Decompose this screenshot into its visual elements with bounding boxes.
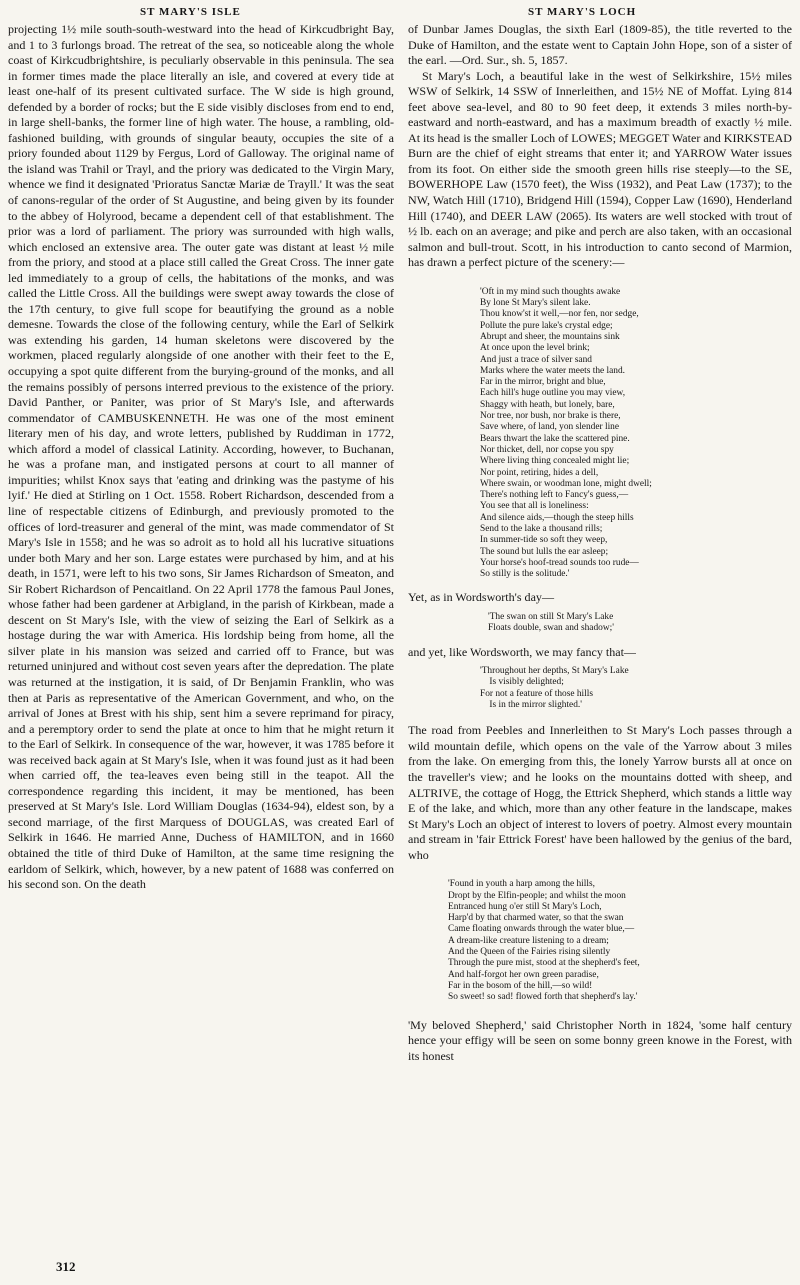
swan-quote: 'The swan on still St Mary's Lake Floats double, swan and shadow;' <box>488 612 614 634</box>
running-head-right: ST MARY'S LOCH <box>528 6 637 18</box>
marmion-quote: 'Oft in my mind such thoughts awake By lone St Mary's silent lake. Thou know'st it well,—nor fen, nor sedge, Pollute the pure lake's crystal edge; Abrupt and sheer, the mountains sink At once upon the level brink; And just a trace of silver sand Marks where the water meets the land. Far in the mirror, bright and blue, Each hill's huge outline you may view, Shaggy with heath, but lonely, bare, Nor tree, nor bush, nor brake is there, Save where, of land, yon slender line Bears thwart the lake the scattered pine. Nor thicket, dell, nor copse you spy Where living thing concealed might lie; Nor point, retiring, hides a dell, Where swain, or woodman lone, might dwell; There's nothing left to Fancy's guess,— You see that all is loneliness: And silence aids,—though the steep hills Send to the lake a thousand rills; In summer-tide so soft they weep, The sound but lulls the ear asleep; Your horse's hoof-tread sounds too rude— So stilly is the solitude.' <box>480 286 652 580</box>
left-column <box>8 22 394 893</box>
loch-paragraph: St Mary's Loch, a beautiful lake in the west of Selkirkshire, 15½ miles WSW of Selkirk, 14 SSW of Innerleithen, and 15½ NE of Moffat. Lying 814 feet above sea-level, and 80 to 90 feet deep, it extends 3 miles north-by-eastward and north-eastward, and has a maximum breadth of exactly ½ mile. At its head is the smaller Loch of LOWES; MEGGET Water and KIRKSTEAD Burn are the chief of eight streams that enter it; and YARROW Water issues from its foot. On either side the smooth green hills rise steeply—to the SE, BOWERHOPE Law (1570 feet), the Wiss (1932), and Peat Law (1737); to the NW, Watch Hill (1710), Bridgend Hill (1594), Copper Law (1690), Henderland Hill (1740), and DEER LAW (2065). Its waters are well stocked with trout of ½ lb. each on an average; and pike and perch are also taken, with an occasional salmon and bull-trout. Scott, in his introduction to canto second of Marmion, has drawn a perfect picture of the scenery:— <box>408 68 793 270</box>
right-column <box>408 22 792 1064</box>
road-paragraph: The road from Peebles and Innerleithen to St Mary's Loch passes through a wild mountain defile, which opens on the vale of the Yarrow about 3 miles from the lake. On emerging from this, the lonely Yarrow bursts all at once on the traveller's view; and he looks on the mountains dotted with sheep, and ALTRIVE, the cottage of Hogg, the Ettrick Shepherd, which stands a little way E of the lake, and which, more than any other feature in the landscape, makes St Mary's Loch an object of interest to lovers of poetry. Almost every mountain and stream in 'fair Ettrick Forest' have been hallowed by the genius of the bard, who <box>408 723 792 862</box>
wordsworth-intro-2: and yet, like Wordsworth, we may fancy that— <box>408 644 636 659</box>
page-number: 312 <box>56 1259 76 1274</box>
throughout-quote: 'Throughout her depths, St Mary's Lake Is visibly delighted; For not a feature of those hills Is in the mirror slighted.' <box>480 666 629 711</box>
continuation-paragraph: of Dunbar James Douglas, the sixth Earl (1809-85), the title reverted to the Duke of Hamilton, and the estate went to Captain John Hope, son of a sister of the earl. —Ord. Sur., sh. 5, 1857. <box>408 22 792 68</box>
wordsworth-intro-1: Yet, as in Wordsworth's day— <box>408 590 554 605</box>
isle-paragraph: projecting 1½ mile south-south-westward into the head of Kirkcudbright Bay, and 1 to 3 furlongs broad. The retreat of the sea, so noticeable along the whole coast of Kirkcudbrightshire, is peculiarly observable in this peninsula. The sea in former times made the place literally an isle, and covered at every tide at least one-half of its present cultivated surface. The W side is high ground, defended by a border of rocks; but the E side visibly discloses from end to end, in large shell-banks, the former line of high water. The house, a rambling, old-fashioned building, with grounds of singular beauty, occupies the site of a priory founded about 1129 by Fergus, Lord of Galloway. The original name of the island was Trahil or Trayl, and the priory was dedicated to the Virgin Mary, whence we find it designated 'Prioratus Sanctæ Mariæ de Trayll.' It was the seat of canons-regular of the order of St Augustine, and being given by its founder to the abbey of Holyrood, became a dependent cell of that establishment. The prior was a lord of parliament. The priory was surrounded with high walls, which enclosed an extensive area. The outer gate was distant at least ½ mile from the priory, and stood at a place still called the Great Cross. The inner gate led immediately to a group of cells, the habitations of the monks, and was called the Little Cross. All the buildings were swept away towards the close of the 17th century, to give full scope for beautifying the ground as a noble demesne. Towards the close of the following century, while the Earl of Selkirk was extending his garden, 14 human skeletons were discovered by the workmen, placed regularly alongside of one another with their feet to the E, occupying a spot quite different from the burying-ground of the monks, and all the remains possibly of persons interred previous to the existence of the priory. David Panther, or Paniter, was prior of St Mary's Isle, and afterwards commendator of CAMBUSKENNETH. He was one of the most eminent literary men of his day, and wrote letters, published by Ruddiman in 1772, which afford a model of classical Latinity. According, however, to Buchanan, he was a profane man, and instigated persons at court to all manner of impurities; whilst Knox says that 'eating and drinking was the pastyme of his lyif.' He died at Stirling on 1 Oct. 1558. Robert Richardson, descended from a line of respectable citizens of Edinburgh, and previously promoted to the offices of lord-treasurer and general of the mint, was made commendator of St Mary's Isle in 1558; and he was so adroit as to hold all his lucrative situations under both Mary and her son. Large estates were purchased by him, and at his death, in 1571, were left to his two sons, Sir James Richardson of Smeaton, and Sir Robert Richardson of Pencaitland. On 22 April 1778 the famous Paul Jones, whose father had been gardener at Arbigland, in the parish of Kirkbean, made a descent on St Mary's Isle, with the view of seizing the Earl of Selkirk as a hostage during the war with America. His lordship being from home, all the silver plate in his mansion was seized and carried off to France, but was returned uninjured and without cost seven years after the depredation. The plate was returned at the instigation, it is said, of Dr Benjamin Franklin, who was then at Paris as representative of the American Government, and who, on the arrival of Jones at Brest with his ship, sent him a severe reprimand for piracy, and a peremptory order to send the plate at once to him that he might return it to the Earl of Selkirk. In consequence of the war, however, it was 1785 before it was received back again at St Mary's Isle, when it was found just as it had been when carried off, the tea-leaves even being still in the teapot. All the correspondence regarding this incident, it may be mentioned, has been preserved at St Mary's Isle. Lord William Douglas (1634-94), eldest son, by a second marriage, of the first Marquess of DOUGLAS, was created Earl of Selkirk in 1646. He married Anne, Duchess of HAMILTON, and in 1660 obtained the title of third Duke of Hamilton, at the same time resigning the earldom of Selkirk, which, however, by a new patent of 1688 was conferred on his second son. On the death <box>8 22 394 892</box>
shepherd-quote: 'Found in youth a harp among the hills, Dropt by the Elfin-people; and whilst the moon Entranced hung o'er still St Mary's Loch, Harp'd by that charmed water, so that the swan Came floating onwards through the water blue,— A dream-like creature listening to a dream; And the Queen of the Fairies rising silently Through the pure mist, stood at the shepherd's feet, And half-forgot her own green paradise, Far in the bosom of the hill,—so wild! So sweet! so sad! flowed forth that shepherd's lay.' <box>448 879 640 1003</box>
running-head-left: ST MARY'S ISLE <box>140 6 241 18</box>
north-paragraph: 'My beloved Shepherd,' said Christopher North in 1824, 'some half century hence your effigy will be seen on some bonny green knowe in the Forest, with its honest <box>408 1017 792 1063</box>
